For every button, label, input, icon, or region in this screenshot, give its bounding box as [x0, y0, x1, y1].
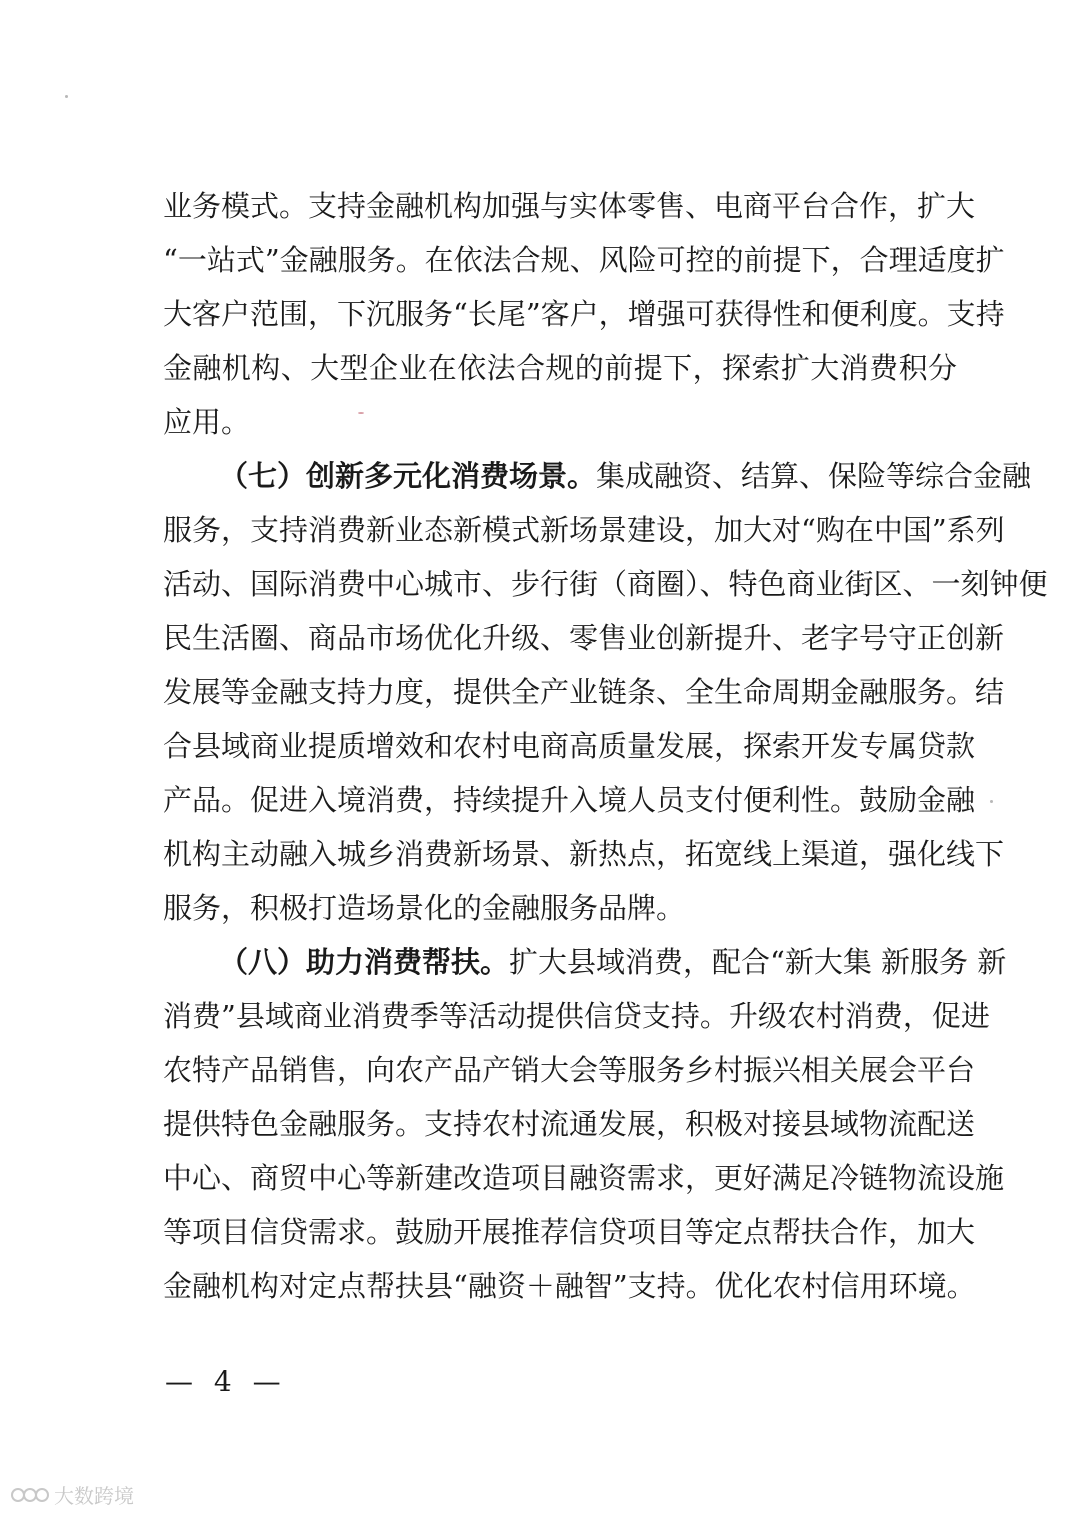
section-7-heading: （七）创新多元化消费场景。	[219, 459, 597, 493]
paragraph-line: 合县域商业提质增效和农村电商高质量发展，探索开发专属贷款	[163, 729, 976, 763]
watermark-text: 大数跨境	[54, 1484, 134, 1508]
section-7-first-line-text: 集成融资、结算、保险等综合金融	[596, 459, 1032, 493]
paragraph-line: 发展等金融支持力度，提供全产业链条、全生命周期金融服务。结	[163, 675, 1005, 709]
paragraph-line: 农特产品销售，向农产品产销大会等服务乡村振兴相关展会平台	[163, 1053, 976, 1087]
paragraph-line: 金融机构对定点帮扶县“融资＋融智”支持。优化农村信用环境。	[163, 1269, 976, 1303]
paragraph-line: 金融机构、大型企业在依法合规的前提下，探索扩大消费积分	[163, 351, 957, 385]
scan-speck	[358, 412, 364, 414]
scan-speck	[990, 800, 993, 803]
paragraph-line: 产品。促进入境消费，持续提升入境人员支付便利性。鼓励金融	[163, 783, 976, 817]
section-7-first-line	[219, 450, 1032, 502]
paragraph-line: 服务，积极打造场景化的金融服务品牌。	[163, 891, 686, 925]
paragraph-line: 大客户范围，下沉服务“长尾”客户，增强可获得性和便利度。支持	[163, 297, 1005, 331]
scan-speck	[65, 95, 68, 98]
paragraph-line: 消费”县域商业消费季等活动提供信贷支持。升级农村消费，促进	[163, 999, 990, 1033]
paragraph-line: 活动、国际消费中心城市、步行街（商圈）、特色商业街区、一刻钟便	[163, 567, 1048, 601]
paragraph-line: 民生活圈、商品市场优化升级、零售业创新提升、老字号守正创新	[163, 621, 1005, 655]
section-8-first-line	[219, 936, 1007, 988]
section-8-heading: （八）助力消费帮扶。	[219, 945, 510, 979]
page-number: — 4 —	[165, 1365, 287, 1398]
paragraph-line: “一站式”金融服务。在依法合规、风险可控的前提下，合理适度扩	[163, 243, 1005, 277]
paragraph-line: 业务模式。支持金融机构加强与实体零售、电商平台合作，扩大	[163, 189, 976, 223]
paragraph-line: 机构主动融入城乡消费新场景、新热点，拓宽线上渠道，强化线下	[163, 837, 1005, 871]
watermark	[10, 1480, 134, 1509]
paragraph-line: 应用。	[163, 405, 251, 439]
paragraph-line: 服务，支持消费新业态新模式新场景建设，加大对“购在中国”系列	[163, 513, 1005, 547]
paragraph-line: 等项目信贷需求。鼓励开展推荐信贷项目等定点帮扶合作，加大	[163, 1215, 976, 1249]
paragraph-line: 中心、商贸中心等新建改造项目融资需求，更好满足冷链物流设施	[163, 1161, 1005, 1195]
section-8-first-line-text: 扩大县域消费，配合“新大集 新服务 新	[509, 945, 1007, 979]
brand-logo-icon	[10, 1484, 50, 1506]
paragraph-line: 提供特色金融服务。支持农村流通发展，积极对接县域物流配送	[163, 1107, 976, 1141]
